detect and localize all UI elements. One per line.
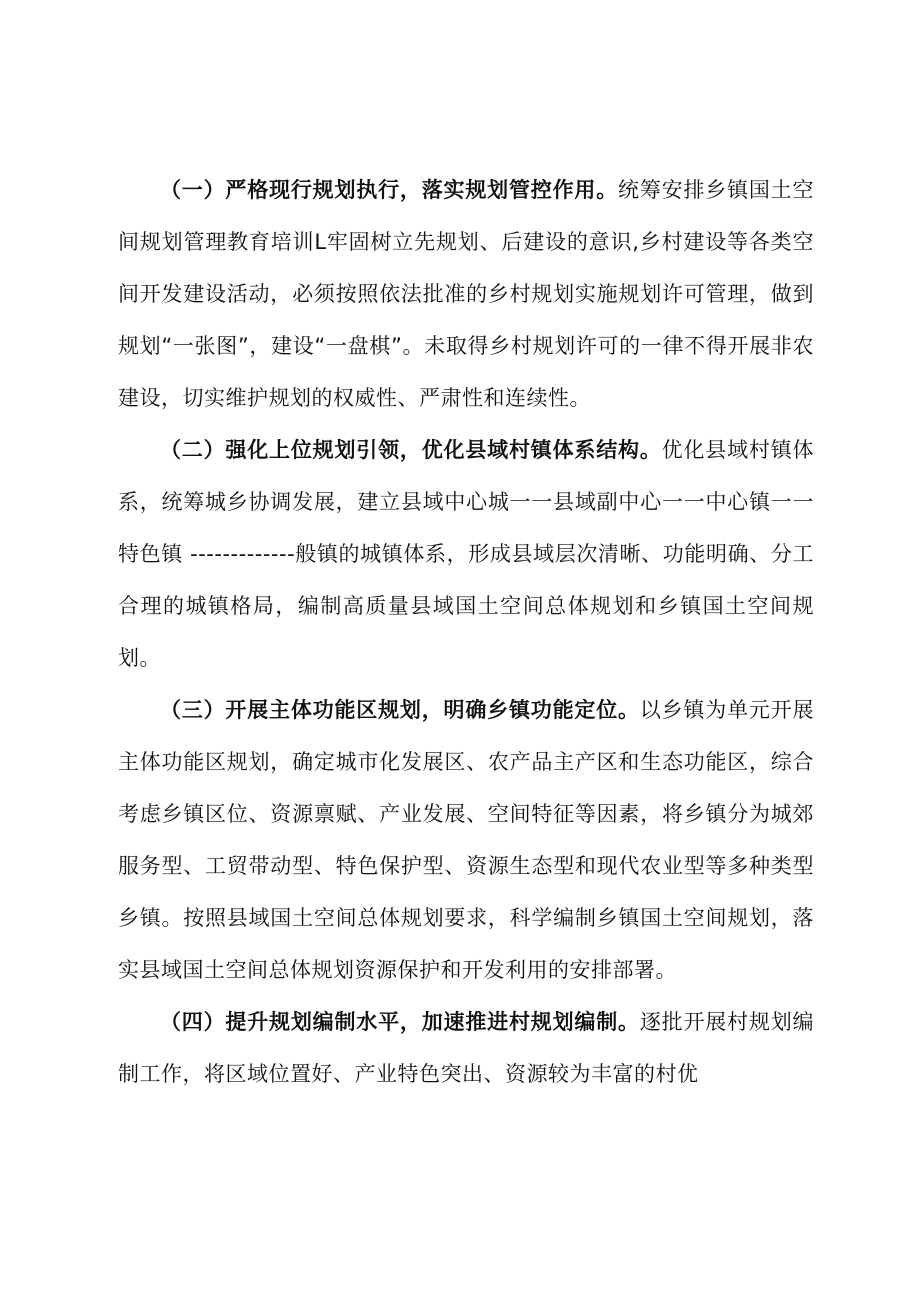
section-2-body: 优化县域村镇体系，统筹城乡协调发展，建立县域中心城一一县域副中心一一中心镇一一特色镇 -------------般镇的城镇体系，形成县域层次清晰、功能明确、分工合理的城镇格局，编制高质量县域国土空间总体规划和乡镇国土空间规划。	[118, 438, 815, 670]
section-2	[118, 424, 814, 684]
section-4	[118, 996, 814, 1100]
section-3-body: 以乡镇为单元开展主体功能区规划，确定城市化发展区、农产品主产区和生态功能区，综合考虑乡镇区位、资源禀赋、产业发展、空间特征等因素，将乡镇分为城郊服务型、工贸带动型、特色保护型、资源生态型和现代农业型等多种类型乡镇。按照县域国土空间总体规划要求，科学编制乡镇国土空间规划，落实县域国土空间总体规划资源保护和开发利用的安排部署。	[118, 698, 815, 982]
section-4-heading: （四）提升规划编制水平，加速推进村规划编制。	[160, 1010, 640, 1034]
section-4-body: 逐批开展村规划编制工作，将区域位置好、产业特色突出、资源较为丰富的村优	[118, 1010, 815, 1086]
section-2-heading: （二）强化上位规划引领，优化县域村镇体系结构。	[160, 438, 662, 462]
section-1-body: 统筹安排乡镇国土空间规划管理教育培训L牢固树立先规划、后建设的意识,乡村建设等各类空间开发建设活动，必须按照依法批准的乡村规划实施规划许可管理，做到规划“一张图”，建设“一盘棋”。未取得乡村规划许可的一律不得开展非农建设，切实维护规划的权威性、严肃性和连续性。	[118, 178, 814, 410]
section-1	[118, 164, 814, 424]
section-3	[118, 684, 814, 996]
document-body	[118, 164, 814, 1100]
section-1-heading: （一）严格现行规划执行，落实规划管控作用。	[160, 178, 619, 202]
section-3-heading: （三）开展主体功能区规划，明确乡镇功能定位。	[160, 698, 640, 722]
